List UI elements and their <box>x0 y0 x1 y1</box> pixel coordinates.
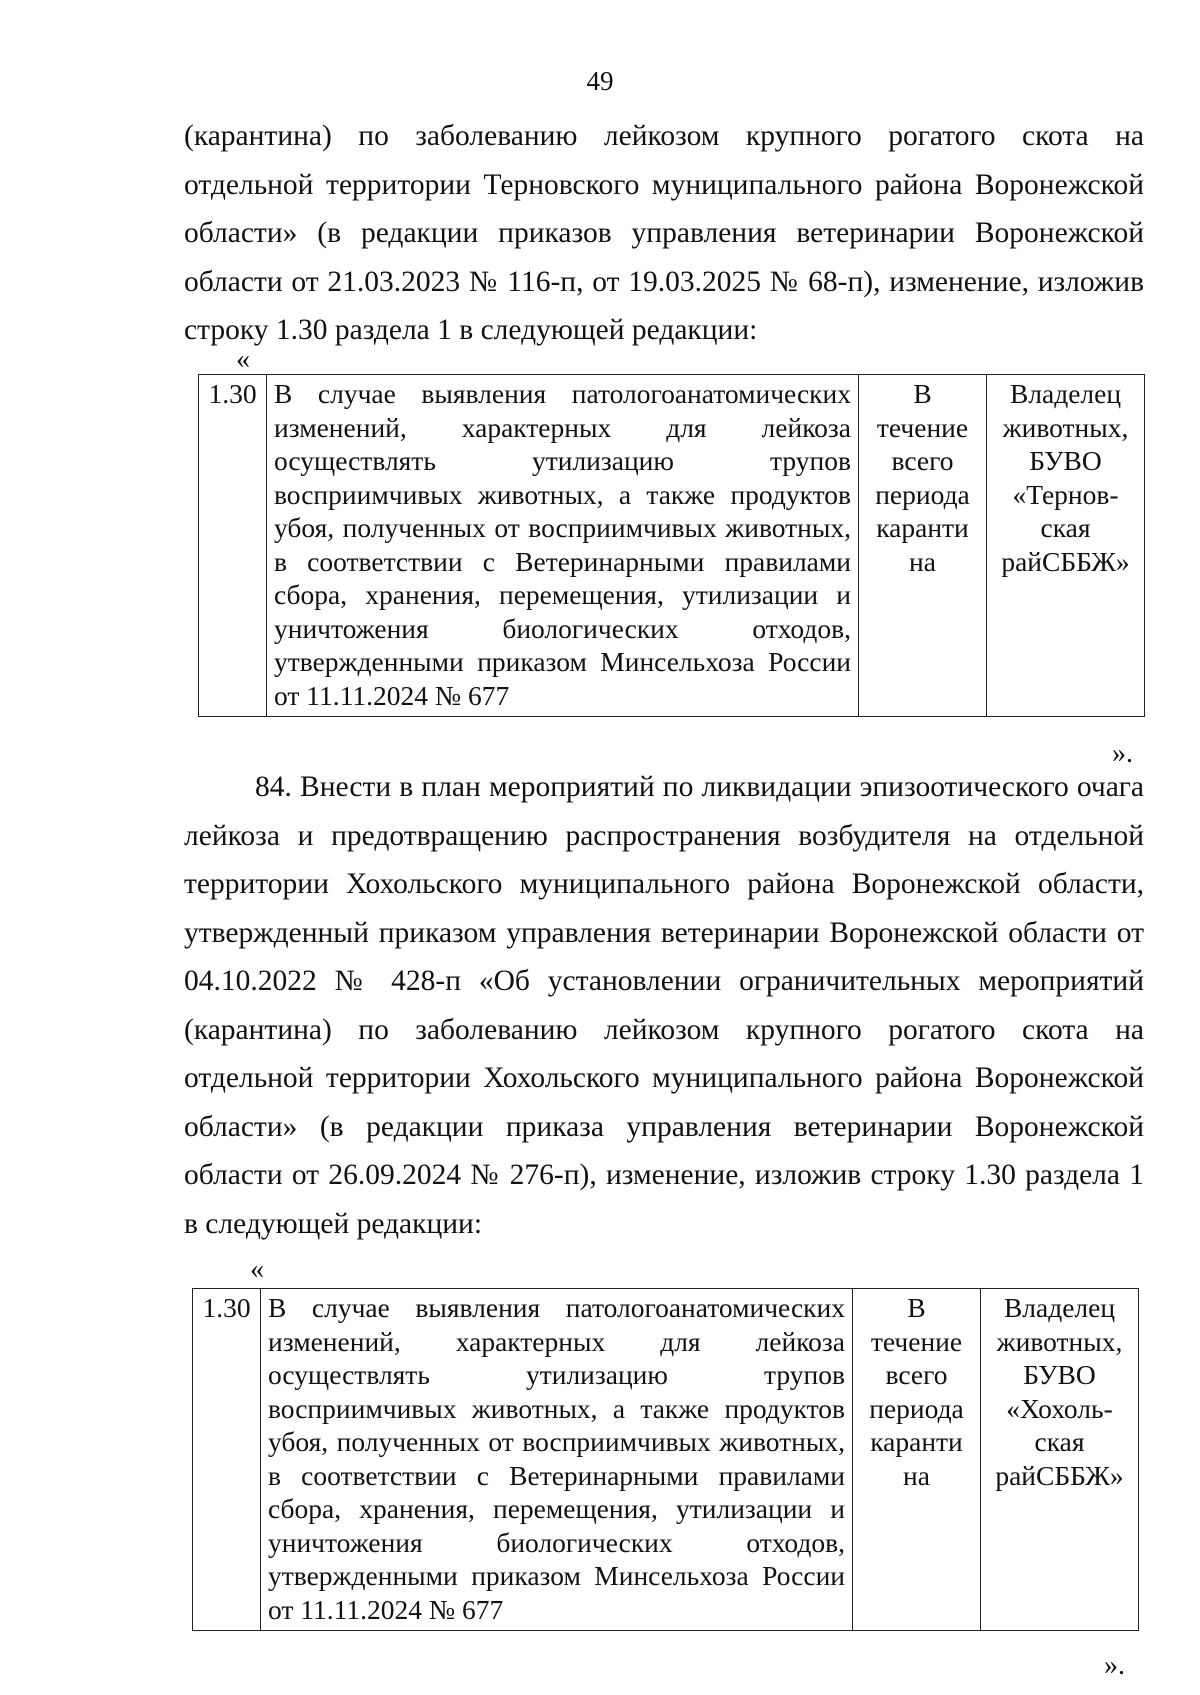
row-description: В случае выявления патологоанатомических изменений, характерных для лейкоза осуществлять утилизацию трупов восприимчивых животных, а также продуктов убоя, полученных от восприимчивых животных, в соответствии с Ветеринарными правилами сбора, хранения, перемещения, утилизации и уничтожения биологических отходов, утвержденными приказом Минсельхоза России от 11.11.2024 № 677 <box>267 375 859 717</box>
close-quote-2: ». <box>1104 1650 1125 1681</box>
row-responsible: Владелец животных, БУВО «Хохоль-ская райСББЖ» <box>981 1289 1139 1631</box>
amendment-table-2 <box>192 1288 1139 1631</box>
row-term: В течение всего периода каранти на <box>853 1289 981 1631</box>
intro-paragraph: (карантина) по заболеванию лейкозом крупного рогатого скота на отдельной территории Терновского муниципального района Воронежской области» (в редакции приказов управления ветеринарии Воронежской области от 21.03.2023 № 116-п, от 19.03.2025 № 68-п), изменение, изложив строку 1.30 раздела 1 в следующей редакции: <box>184 120 1144 346</box>
item-84-paragraph: 84. Внести в план мероприятий по ликвидации эпизоотического очага лейкоза и предотвращению распространения возбудителя на отдельной территории Хохольского муниципального района Воронежской области, утвержденный приказом управления ветеринарии Воронежской области от 04.10.2022 № 428-п «Об установлении ограничительных мероприятий (карантина) по заболеванию лейкозом крупного рогатого скота на отдельной территории Хохольского муниципального района Воронежской области» (в редакции приказа управления ветеринарии Воронежской области от 26.09.2024 № 276-п), изменение, изложив строку 1.30 раздела 1 в следующей редакции: <box>184 771 1144 1240</box>
open-quote-1: « <box>236 344 250 375</box>
open-quote-2: « <box>250 1254 264 1285</box>
table-row <box>193 1289 1139 1631</box>
row-responsible: Владелец животных, БУВО «Тернов-ская райСББЖ» <box>987 375 1145 717</box>
row-term: В течение всего периода каранти на <box>859 375 987 717</box>
row-number: 1.30 <box>199 375 267 717</box>
row-number: 1.30 <box>193 1289 261 1631</box>
row-description: В случае выявления патологоанатомических изменений, характерных для лейкоза осуществлять утилизацию трупов восприимчивых животных, а также продуктов убоя, полученных от восприимчивых животных, в соответствии с Ветеринарными правилами сбора, хранения, перемещения, утилизации и уничтожения биологических отходов, утвержденными приказом Минсельхоза России от 11.11.2024 № 677 <box>261 1289 853 1631</box>
page-number: 49 <box>586 66 614 96</box>
close-quote-1: ». <box>1112 738 1133 769</box>
amendment-table-1 <box>198 374 1145 717</box>
table-row <box>199 375 1145 717</box>
